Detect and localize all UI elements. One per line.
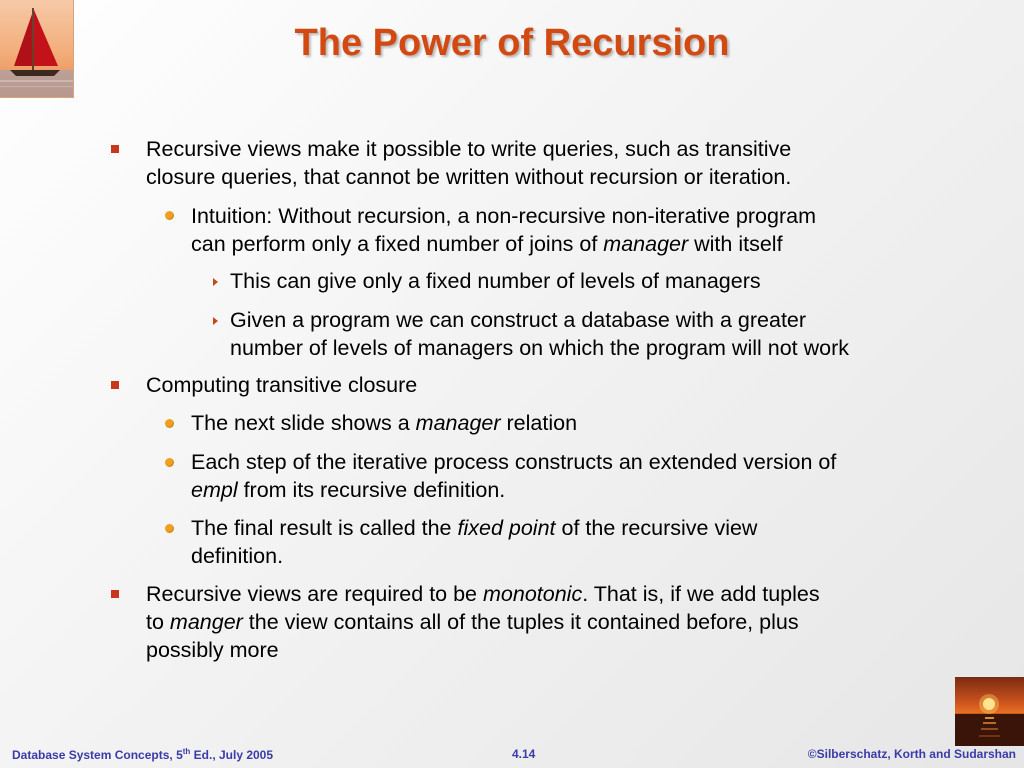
italic-term: empl bbox=[191, 478, 238, 502]
text-line bbox=[191, 230, 816, 258]
bullet-monotonic bbox=[146, 580, 820, 664]
square-bullet-icon bbox=[111, 145, 119, 153]
text-span: Ed., July 2005 bbox=[190, 748, 274, 762]
text-line bbox=[146, 580, 820, 608]
text-span: Database System Concepts, 5 bbox=[12, 748, 183, 762]
text-span: can perform only a fixed number of joins of bbox=[191, 232, 604, 256]
page-title: The Power of Recursion bbox=[294, 22, 730, 64]
bullet-next-slide bbox=[191, 409, 577, 437]
footer-course-label bbox=[12, 747, 273, 762]
bullet-intuition bbox=[191, 202, 816, 258]
square-bullet-icon bbox=[111, 590, 119, 598]
bullet-fixed-levels bbox=[230, 267, 761, 295]
footer-copyright: ©Silberschatz, Korth and Sudarshan bbox=[807, 747, 1016, 761]
bullet-construct-database bbox=[230, 306, 849, 362]
text-line bbox=[191, 476, 836, 504]
text-span: from its recursive definition. bbox=[237, 478, 506, 502]
text-line: Given a program we can construct a database with a greater bbox=[230, 308, 807, 332]
text-span: The final result is called the bbox=[191, 516, 458, 540]
text-line bbox=[191, 514, 757, 542]
text-line: This can give only a fixed number of levels of managers bbox=[230, 269, 761, 293]
bullet-iterative-step bbox=[191, 448, 836, 504]
round-bullet-icon bbox=[165, 419, 174, 428]
round-bullet-icon bbox=[165, 524, 174, 533]
sunset-image bbox=[955, 677, 1024, 746]
text-line: Each step of the iterative process constructs an extended version of bbox=[191, 450, 837, 474]
text-line: number of levels of managers on which the program will not work bbox=[230, 336, 850, 360]
superscript: th bbox=[182, 747, 191, 756]
footer-page-number: 4.14 bbox=[512, 747, 536, 761]
text-span: with itself bbox=[688, 232, 783, 256]
text-span: of the recursive view bbox=[555, 516, 758, 540]
text-span: to bbox=[146, 610, 170, 634]
text-line: Computing transitive closure bbox=[146, 373, 418, 397]
text-line bbox=[146, 608, 820, 636]
text-line: definition. bbox=[191, 544, 284, 568]
round-bullet-icon bbox=[165, 458, 174, 467]
text-span: Recursive views are required to be bbox=[146, 582, 483, 606]
text-line bbox=[191, 409, 577, 437]
italic-term: fixed point bbox=[457, 516, 556, 540]
text-span: . That is, if we add tuples bbox=[582, 582, 820, 606]
round-bullet-icon bbox=[165, 211, 174, 220]
text-span: the view contains all of the tuples it contained before, plus bbox=[242, 610, 799, 634]
text-span: The next slide shows a bbox=[191, 411, 416, 435]
text-line: possibly more bbox=[146, 638, 279, 662]
italic-term: manager bbox=[415, 411, 501, 435]
arrow-bullet-icon bbox=[213, 278, 218, 286]
text-line: closure queries, that cannot be written without recursion or iteration. bbox=[146, 165, 792, 189]
bullet-computing-closure bbox=[146, 371, 417, 399]
bullet-recursive-views bbox=[146, 135, 791, 191]
arrow-bullet-icon bbox=[213, 317, 218, 325]
italic-term: monotonic bbox=[483, 582, 583, 606]
text-span: relation bbox=[500, 411, 578, 435]
bullet-fixed-point bbox=[191, 514, 757, 570]
italic-term: manger bbox=[169, 610, 243, 634]
text-line: Intuition: Without recursion, a non-recursive non-iterative program bbox=[191, 204, 816, 228]
text-line: Recursive views make it possible to write queries, such as transitive bbox=[146, 137, 792, 161]
square-bullet-icon bbox=[111, 381, 119, 389]
italic-term: manager bbox=[603, 232, 689, 256]
